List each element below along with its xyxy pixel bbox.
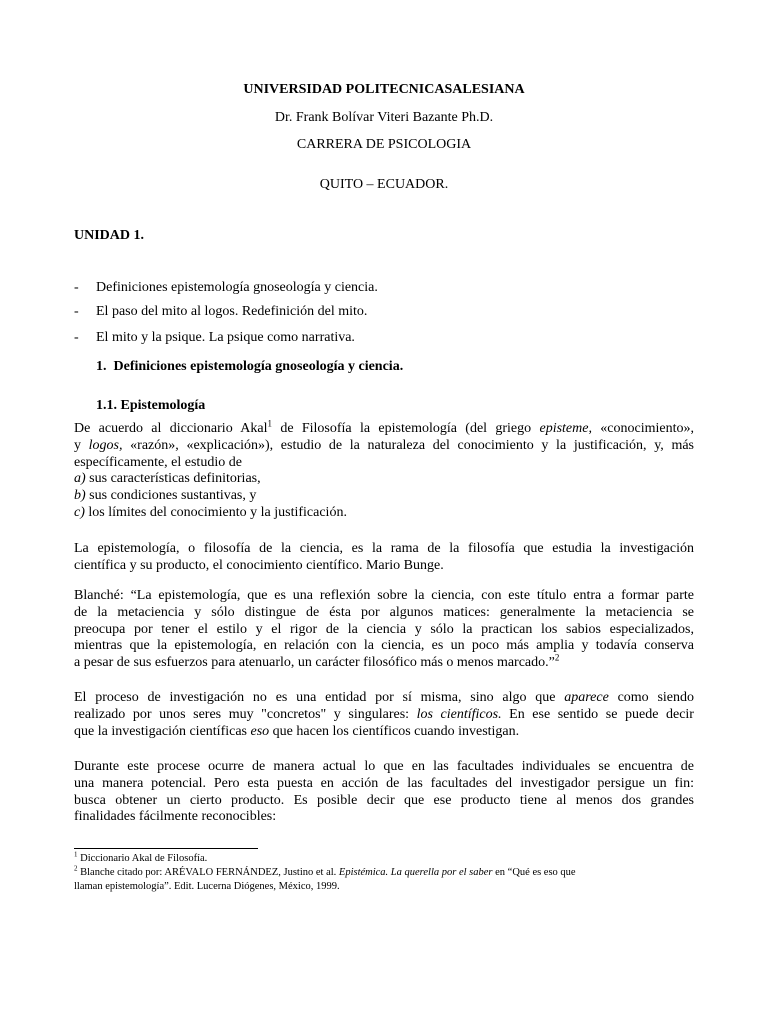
paragraph-blanche [74, 588, 694, 672]
section-title: Definiciones epistemología gnoseología y ciencia. [113, 359, 404, 374]
subsection-heading: 1.1. Epistemología [96, 398, 206, 413]
list-line-c: c) los límites del conocimiento y la justificación. [74, 504, 347, 520]
bullet-marker: - [74, 304, 79, 319]
paragraph-line: El proceso de investigación no es una entidad por sí misma, sino algo que aparece como siendo [74, 690, 694, 705]
paragraph-during [74, 759, 694, 826]
paragraph-line: a pesar de sus esfuerzos para atenuarlo, un carácter filosófico más o menos marcado.”$^2$ [74, 652, 560, 671]
paragraph-line: preocupa por tener el estilo y el rigor de la ciencia y sólo la practican los sabios especializados, [74, 621, 694, 637]
paragraph-line: Blanché: “La epistemología, que es una reflexión sobre la ciencia, con este título entra a formar parte [74, 588, 694, 603]
author-line: Dr. Frank Bolívar Viteri Bazante Ph.D. [274, 110, 494, 125]
list-item [74, 279, 674, 296]
section-number: 1. [96, 359, 107, 374]
paragraph-definition [74, 418, 695, 522]
paragraph-line: busca obtener un cierto producto. Es posible decir que ese producto tiene al menos dos grandes [74, 792, 694, 808]
section-heading [96, 358, 403, 375]
university-title: UNIVERSIDAD POLITECNICASALESIANA [243, 82, 525, 97]
bullet-marker: - [74, 280, 79, 295]
list-item [74, 303, 674, 320]
list-line-a: a) sus características definitorias, [74, 471, 261, 487]
list-line-b: b) sus condiciones sustantivas, y [74, 488, 257, 504]
paragraph-process [74, 690, 694, 740]
paragraph-line: La epistemología, o filosofía de la ciencia, es la rama de la filosofía que estudia la investigación [74, 541, 694, 556]
paragraph-line: científica y su producto, el conocimiento científico. Mario Bunge. [74, 557, 444, 573]
list-item [74, 329, 674, 346]
footnote-separator [74, 848, 258, 849]
career-line: CARRERA DE PSICOLOGIA [296, 137, 472, 152]
footnote-2-continued: llaman epistemología”. Edit. Lucerna Diógenes, México, 1999. [74, 881, 340, 892]
footnote-1: $^1$ Diccionario Akal de Filosofía. [74, 850, 208, 864]
unit-title: UNIDAD 1. [74, 228, 144, 243]
paragraph-line: que la investigación científicas eso que hacen los científicos cuando investigan. [74, 723, 520, 739]
footnote-2: $^2$ Blanche citado por: ARÉVALO FERNÁNDEZ, Justino et al. Epistémica. La querella por el saber en “Qué es eso que [74, 864, 576, 878]
list-item-text: El mito y la psique. La psique como narrativa. [96, 330, 355, 345]
footnote-ref: 1 [267, 418, 272, 429]
paragraph-line: de la metaciencia y sólo distingue de ésta por algunos matices: generalmente la metaciencia se [74, 604, 694, 620]
bullet-marker: - [74, 330, 79, 345]
paragraph-line: finalidades fácilmente reconocibles: [74, 809, 277, 825]
paragraph-line: y logos, «razón», «explicación»), estudio de la naturaleza del conocimiento y la justificación, y, más [74, 437, 695, 453]
paragraph-line: realizado por unos seres muy "concretos" y singulares: los científicos. En ese sentido se puede decir [74, 706, 694, 722]
paragraph-bunge [74, 541, 694, 575]
paragraph-line: una manera potencial. Pero esta puesta en acción de las facultades del investigador persigue un fin: [74, 775, 694, 791]
paragraph-line: específicamente, el estudio de [74, 454, 242, 470]
paragraph-line: De acuerdo al diccionario Akal$^1$ de Filosofía la epistemología (del griego episteme, «conocimiento», [74, 418, 695, 436]
paragraph-line: Durante este procese ocurre de manera actual lo que en las facultades individuales se encuentra de [74, 759, 694, 774]
list-item-text: Definiciones epistemología gnoseología y ciencia. [96, 280, 378, 295]
list-item-text: El paso del mito al logos. Redefinición del mito. [96, 304, 368, 319]
paragraph-line: mientras que la epistemología, en relación con la ciencia, es un poco más amplia y todavía conserva [74, 638, 694, 654]
location-line: QUITO – ECUADOR. [319, 177, 449, 192]
footnote-ref: 2 [554, 652, 560, 663]
